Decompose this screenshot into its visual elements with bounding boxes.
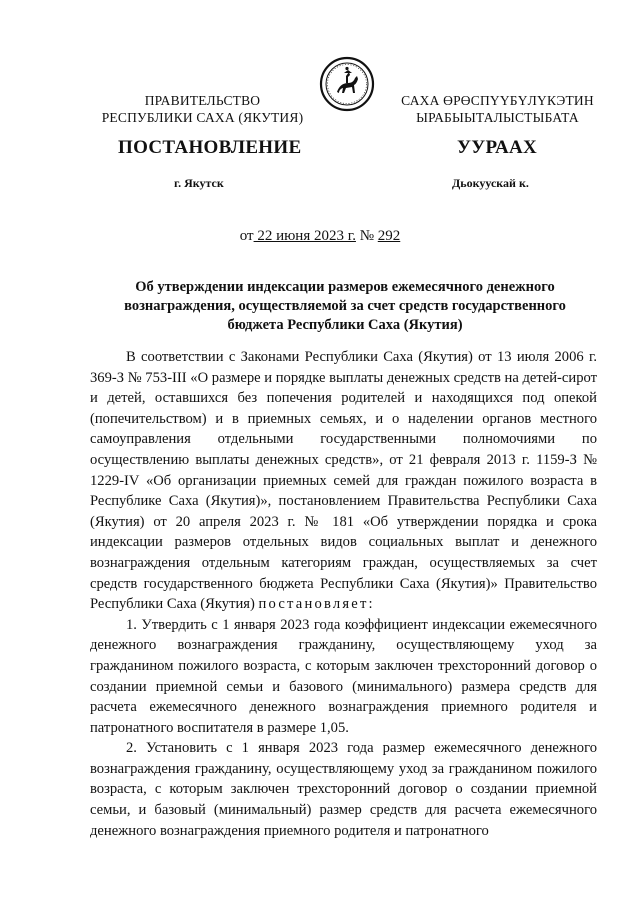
document-body: [90, 347, 597, 841]
document-title: Об утверждении индексации размеров ежемесячного денежного вознаграждения, осуществляемой за счет средств государственного бюджета Республики Саха (Якутия): [124, 279, 566, 333]
doc-type-yakut: УУРААХ: [457, 137, 538, 158]
doc-type-russian: ПОСТАНОВЛЕНИЕ: [118, 137, 302, 158]
org-line-2: РЕСПУБЛИКИ САХА (ЯКУТИЯ): [101, 110, 304, 125]
org-line-1: САХА ӨРӨСПҮҮБҮЛҮКЭТИН: [401, 93, 594, 108]
document-date: 22 июня 2023 г.: [253, 228, 356, 244]
document-number: 292: [377, 228, 401, 244]
intro-paragraph: [90, 347, 597, 615]
government-name-russian: [95, 92, 310, 126]
org-line-2: ЫРАБЫЫТАЛЫСТЫБАТА: [416, 110, 579, 125]
intro-text: В соответствии с Законами Республики Саха (Якутия) от 13 июля 2006 г. 369-З № 753-III «О размере и порядке выплаты денежных средств на детей-сирот и детей, оставшихся без попечения родителей и находящихся под опекой (попечительством) и в приемных семьях, и о наделении органов местного самоуправления отдельными государственными полномочиями по осуществлению выплаты денежных средств», от 21 февраля 2013 г. 1159-З № 1229-IV «Об организации приемных семей для граждан пожилого возраста в Республике Саха (Якутия)», постановлением Правительства Республики Саха (Якутия) от 20 апреля 2023 г. № 181 «Об утверждении порядка и срока индексации размеров отдельных видов социальных выплат и денежного вознаграждения отдельным категориям граждан, осуществляемых за счет средств государственного бюджета Республики Саха (Якутия)» Правительство Республики Саха (Якутия): [90, 349, 597, 613]
coat-of-arms-emblem: [319, 56, 375, 112]
city-russian: г. Якутск: [174, 176, 224, 190]
date-prefix: от: [239, 228, 254, 244]
resolves-keyword: постановляет:: [258, 596, 375, 613]
city-yakut: Дьокуускай к.: [452, 176, 529, 190]
paragraph-2: 2. Установить с 1 января 2023 года размер ежемесячного денежного вознаграждения гражданину, осуществляющему уход за гражданином пожилого возраста, с которым заключен трехсторонний договор о создании приемной семьи, и базовый (минимальный) размер средств для расчета ежемесячного денежного вознаграждения приемного родителя и патронатного: [90, 740, 597, 839]
number-prefix: №: [355, 228, 378, 244]
org-line-1: ПРАВИТЕЛЬСТВО: [144, 93, 261, 108]
government-name-yakut: [385, 92, 610, 126]
paragraph-1: 1. Утвердить с 1 января 2023 года коэффициент индексации ежемесячного денежного вознаграждения гражданину, осуществляющему уход за гражданином пожилого возраста, с которым заключен трехсторонний договор о создании приемной семьи и базового (минимального) размера средств для расчета ежемесячного денежного вознаграждения приемного родителя и патронатного воспитателя в размере 1,05.: [90, 616, 597, 736]
date-and-number-line: [0, 228, 640, 245]
